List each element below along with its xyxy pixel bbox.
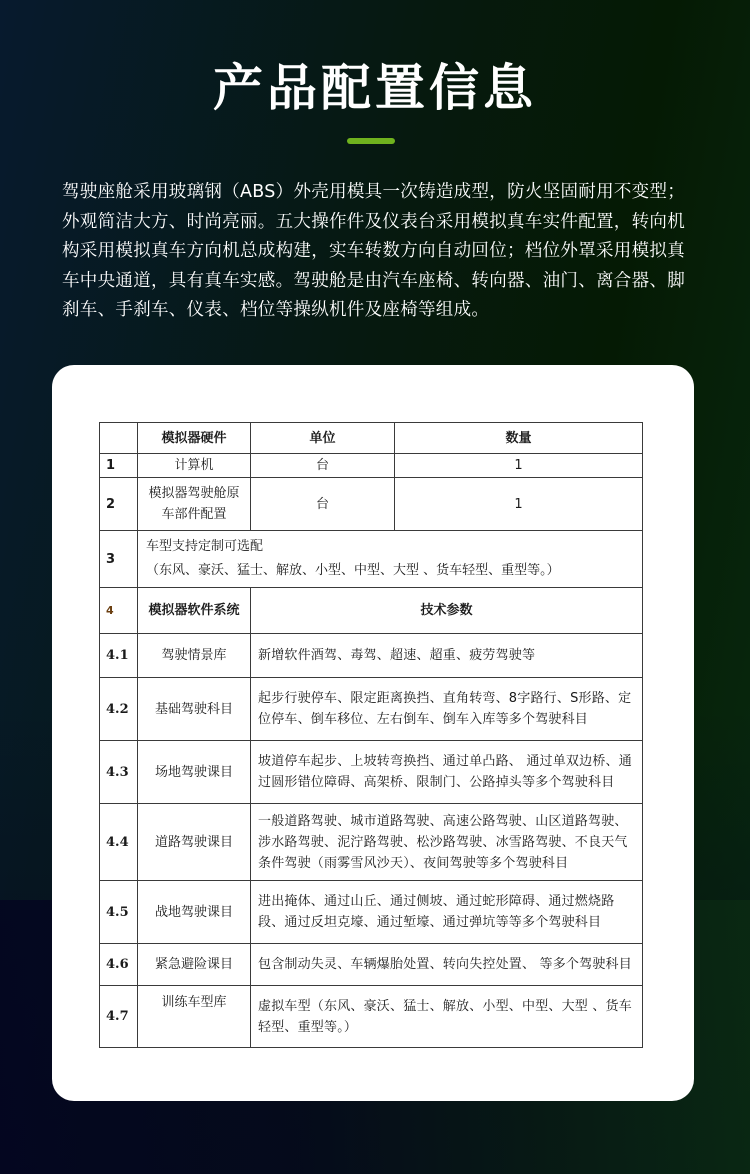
vehicle-options-title: 车型支持定制可选配 <box>146 539 264 554</box>
table-row <box>100 678 643 741</box>
row-qty: 1 <box>395 478 643 531</box>
row-desc: 虚拟车型（东风、豪沃、猛士、解放、小型、中型、大型 、货车轻型、重型等。） <box>251 986 643 1048</box>
header-num-cell <box>100 423 138 454</box>
row-num: 4 <box>100 588 138 634</box>
row-desc: 新增软件酒驾、毒驾、超速、超重、疲劳驾驶等 <box>251 634 643 678</box>
row-name: 训练车型库 <box>138 986 251 1048</box>
row-name: 场地驾驶课目 <box>138 741 251 804</box>
table-row-vehicle-options <box>100 531 643 588</box>
row-desc: 起步行驶停车、限定距离换挡、直角转弯、8字路行、S形路、定位停车、倒车移位、左右倒车、倒车入库等多个驾驶科目 <box>251 678 643 741</box>
row-num: 1 <box>100 454 138 478</box>
table-row <box>100 634 643 678</box>
table-row <box>100 881 643 944</box>
row-unit: 台 <box>251 454 395 478</box>
row-num: 3 <box>100 531 138 588</box>
row-num: 4.5 <box>100 881 138 944</box>
row-name: 计算机 <box>138 454 251 478</box>
vehicle-options-cell <box>138 531 643 588</box>
header-unit: 单位 <box>251 423 395 454</box>
row-desc: 一般道路驾驶、城市道路驾驶、高速公路驾驶、山区道路驾驶、涉水路驾驶、泥泞路驾驶、松沙路驾驶、冰雪路驾驶、不良天气条件驾驶（雨雾雪风沙天）、夜间驾驶等多个驾驶科目 <box>251 804 643 881</box>
row-num: 4.3 <box>100 741 138 804</box>
row-num: 4.1 <box>100 634 138 678</box>
row-num: 4.2 <box>100 678 138 741</box>
row-desc: 坡道停车起步、上坡转弯换挡、通过单凸路、 通过单双边桥、通过圆形错位障碍、高架桥、限制门、公路掉头等多个驾驶科目 <box>251 741 643 804</box>
row-name: 道路驾驶课目 <box>138 804 251 881</box>
title-accent-bar <box>347 138 395 144</box>
row-name: 驾驶情景库 <box>138 634 251 678</box>
header-software: 模拟器软件系统 <box>138 588 251 634</box>
intro-paragraph: 驾驶座舱采用玻璃钢（ABS）外壳用模具一次铸造成型，防火坚固耐用不变型；外观简洁大方、时尚亮丽。五大操作件及仪表台采用模拟真车实件配置，转向机构采用模拟真车方向机总成构建，实车转数方向自动回位；档位外罩采用模拟真车中央通道，具有真车实感。驾驶舱是由汽车座椅、转向器、油门、离合器、脚刹车、手刹车、仪表、档位等操纵机件及座椅等组成。 <box>62 182 686 320</box>
row-qty: 1 <box>395 454 643 478</box>
table-row <box>100 986 643 1048</box>
table-row <box>100 944 643 986</box>
row-num: 4.4 <box>100 804 138 881</box>
spec-table <box>99 422 643 1048</box>
header-qty: 数量 <box>395 423 643 454</box>
table-row <box>100 804 643 881</box>
row-name: 战地驾驶课目 <box>138 881 251 944</box>
row-num: 2 <box>100 478 138 531</box>
row-name: 模拟器驾驶舱原车部件配置 <box>138 478 251 531</box>
row-desc: 进出掩体、通过山丘、通过侧坡、通过蛇形障碍、通过燃烧路段、通过反坦克壕、通过堑壕、通过弹坑等等多个驾驶科目 <box>251 881 643 944</box>
row-num: 4.7 <box>100 986 138 1048</box>
row-desc: 包含制动失灵、车辆爆胎处置、转向失控处置、 等多个驾驶科目 <box>251 944 643 986</box>
table-row <box>100 478 643 531</box>
software-header-row <box>100 588 643 634</box>
page-title: 产品配置信息 <box>213 59 537 117</box>
table-row <box>100 741 643 804</box>
header-params: 技术参数 <box>251 588 643 634</box>
row-name: 紧急避险课目 <box>138 944 251 986</box>
table-row <box>100 454 643 478</box>
row-name: 基础驾驶科目 <box>138 678 251 741</box>
vehicle-options-list: （东风、豪沃、猛士、解放、小型、中型、大型 、货车轻型、重型等。） <box>146 563 560 578</box>
header-hardware: 模拟器硬件 <box>138 423 251 454</box>
hardware-header-row <box>100 423 643 454</box>
row-num: 4.6 <box>100 944 138 986</box>
row-unit: 台 <box>251 478 395 531</box>
